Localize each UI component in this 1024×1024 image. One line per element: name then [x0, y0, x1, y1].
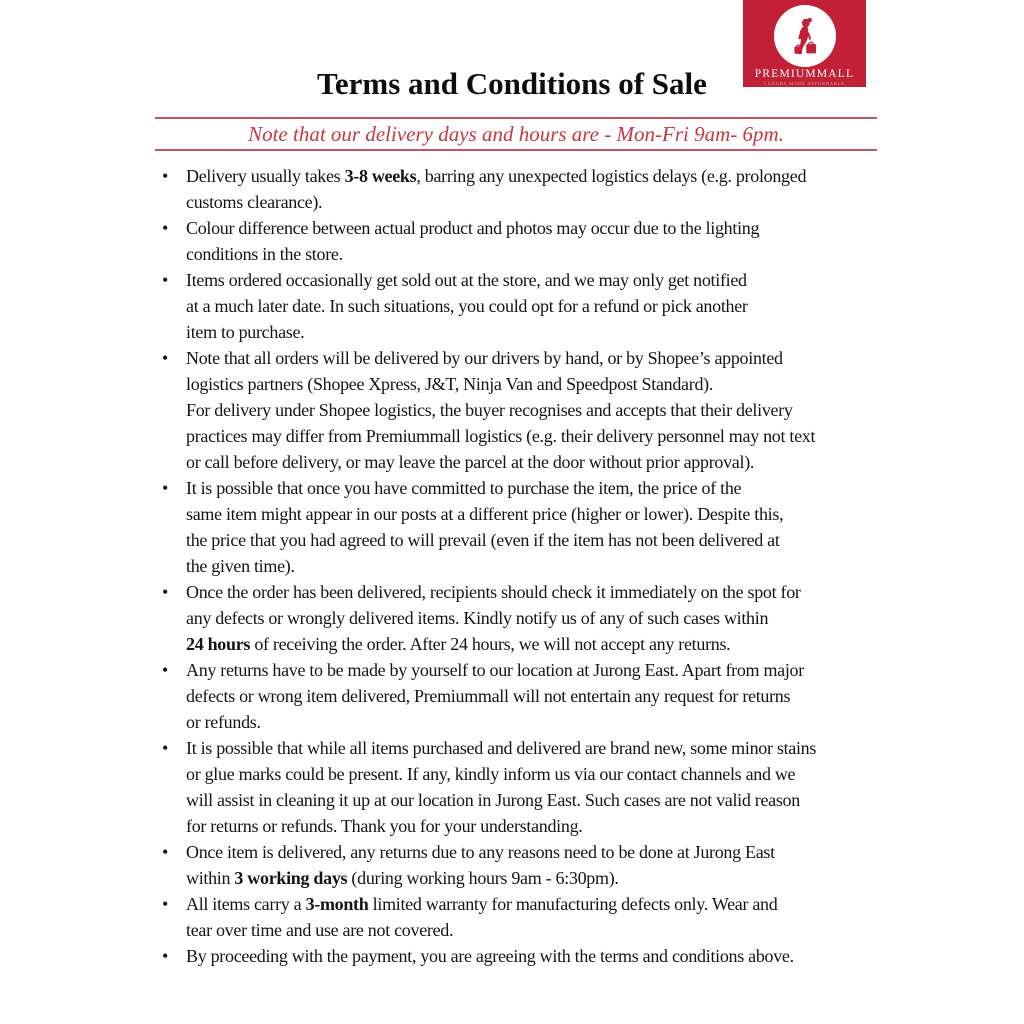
term-item — [155, 891, 877, 943]
term-line: It is possible that while all items purchased and delivered are brand new, some minor stains — [186, 738, 817, 758]
logo-tagline-text: LUXURY MADE AFFORDABLE — [764, 81, 845, 86]
woman-with-shopping-bags-icon — [778, 11, 832, 67]
term-line: or glue marks could be present. If any, kindly inform us via our contact channels and we — [186, 764, 796, 784]
term-line: any defects or wrongly delivered items. Kindly notify us of any of such cases within — [186, 608, 769, 628]
term-item — [155, 579, 877, 657]
term-line: tear over time and use are not covered. — [186, 920, 454, 940]
term-item — [155, 735, 877, 839]
term-line: at a much later date. In such situations, you could opt for a refund or pick another — [186, 296, 748, 316]
term-line: within 3 working days (during working hours 9am - 6:30pm). — [186, 868, 619, 888]
term-line: 24 hours of receiving the order. After 24 hours, we will not accept any returns. — [186, 634, 731, 654]
term-line: Items ordered occasionally get sold out at the store, and we may only get notified — [186, 270, 747, 290]
term-line: or refunds. — [186, 712, 261, 732]
document-body — [155, 117, 877, 969]
term-item — [155, 215, 877, 267]
term-line: Delivery usually takes 3-8 weeks, barring any unexpected logistics delays (e.g. prolonged — [186, 166, 807, 186]
bullet-icon: • — [162, 738, 169, 758]
bullet-icon: • — [162, 842, 169, 862]
term-line: customs clearance). — [186, 192, 323, 212]
term-line: logistics partners (Shopee Xpress, J&T, Ninja Van and Speedpost Standard). — [186, 374, 714, 394]
term-line: will assist in cleaning it up at our location in Jurong East. Such cases are not valid reason — [186, 790, 800, 810]
term-line: item to purchase. — [186, 322, 305, 342]
bullet-icon: • — [162, 348, 169, 368]
term-line: It is possible that once you have committed to purchase the item, the price of the — [186, 478, 742, 498]
note-divider — [155, 149, 877, 151]
bullet-icon: • — [162, 660, 169, 680]
term-item — [155, 345, 877, 475]
term-line: Colour difference between actual product and photos may occur due to the lighting — [186, 218, 760, 238]
premiummall-logo — [743, 0, 866, 87]
bullet-icon: • — [162, 894, 169, 914]
term-item — [155, 163, 877, 215]
page-title: Terms and Conditions of Sale — [317, 66, 707, 101]
term-line: the given time). — [186, 556, 295, 576]
term-item — [155, 657, 877, 735]
term-line: for returns or refunds. Thank you for your understanding. — [186, 816, 583, 836]
term-item — [155, 839, 877, 891]
term-item — [155, 943, 877, 969]
term-line: same item might appear in our posts at a different price (higher or lower). Despite this, — [186, 504, 784, 524]
term-line: or call before delivery, or may leave the parcel at the door without prior approval). — [186, 452, 755, 472]
logo-circle — [774, 5, 836, 67]
bullet-icon: • — [162, 166, 169, 186]
term-line: For delivery under Shopee logistics, the buyer recognises and accepts that their delivery — [186, 400, 793, 420]
term-item — [155, 267, 877, 345]
bullet-icon: • — [162, 946, 169, 966]
term-line: practices may differ from Premiummall logistics (e.g. their delivery personnel may not text — [186, 426, 816, 446]
term-line: the price that you had agreed to will prevail (even if the item has not been delivered at — [186, 530, 780, 550]
bullet-icon: • — [162, 270, 169, 290]
bullet-icon: • — [162, 478, 169, 498]
terms-list — [155, 163, 877, 969]
term-line: Once item is delivered, any returns due to any reasons need to be done at Jurong East — [186, 842, 775, 862]
term-line: All items carry a 3-month limited warranty for manufacturing defects only. Wear and — [186, 894, 778, 914]
term-line: Once the order has been delivered, recipients should check it immediately on the spot for — [186, 582, 801, 602]
logo-brand-text: PREMIUMMALL — [754, 68, 855, 80]
bullet-icon: • — [162, 582, 169, 602]
bullet-icon: • — [162, 218, 169, 238]
term-line: Any returns have to be made by yourself to our location at Jurong East. Apart from major — [186, 660, 804, 680]
term-line: Note that all orders will be delivered by our drivers by hand, or by Shopee’s appointed — [186, 348, 783, 368]
term-line: defects or wrong item delivered, Premiummall will not entertain any request for returns — [186, 686, 791, 706]
term-item — [155, 475, 877, 579]
term-line: By proceeding with the payment, you are agreeing with the terms and conditions above. — [186, 946, 794, 966]
delivery-hours-note: Note that our delivery days and hours are - Mon-Fri 9am- 6pm. — [248, 122, 784, 146]
term-line: conditions in the store. — [186, 244, 343, 264]
